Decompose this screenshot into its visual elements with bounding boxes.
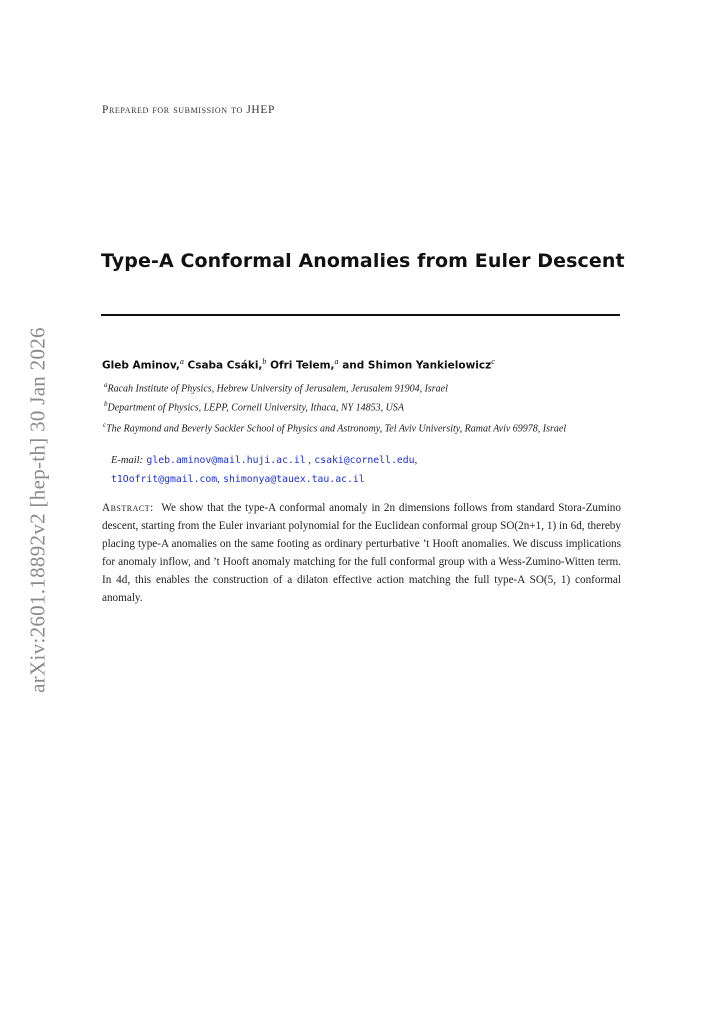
email-separator: ,: [305, 455, 311, 466]
abstract-heading: Abstract:: [102, 502, 154, 514]
author-name: Csaba Csáki,: [187, 359, 263, 372]
affiliation-mark: b: [104, 400, 108, 408]
email-link[interactable]: t1Oofrit@gmail.com: [111, 474, 218, 485]
author-name: Ofri Telem,: [270, 359, 335, 372]
affiliation-text: Racah Institute of Physics, Hebrew University of Jerusalem, Jerusalem 91904, Israel: [107, 383, 448, 395]
abstract-text: We show that the type-A conformal anomaly in 2n dimensions follows from standard Stora-Zumino descent, starting from the Euler invariant polynomial for the Euclidean conformal group SO(2n+1, 1) in 6d, thereby placing type-A anomalies on the same footing as ordinary perturbative ’t Hooft anomalies. We discuss implications for anomaly inflow, and ’t Hooft anomaly matching for the full conformal group with a Wess-Zumino-Witten term. In 4d, this enables the construction of a dilaton effective action matching the full type-A SO(5, 1) conformal anomaly.: [102, 502, 621, 604]
abstract: [102, 499, 621, 607]
author-mark: a: [334, 357, 339, 366]
affiliation-mark: c: [103, 421, 107, 429]
affiliation-c: [104, 417, 624, 437]
affiliation-b: [104, 400, 404, 413]
affiliation-text: The Raymond and Beverly Sackler School of Physics and Astronomy, Tel Aviv University, Ramat Aviv 69978, Israel: [106, 423, 567, 435]
author-name: and Shimon Yankielowicz: [342, 359, 492, 372]
arxiv-stamp-text: arXiv:2601.18892v2 [hep-th] 30 Jan 2026: [25, 327, 50, 693]
author-list: [102, 357, 495, 372]
title-rule: [101, 314, 620, 316]
email-label: E-mail:: [111, 455, 144, 466]
affiliation-mark: a: [104, 381, 108, 389]
author-mark: c: [491, 357, 495, 366]
author-name: Gleb Aminov,: [102, 359, 180, 372]
author-mark: a: [179, 357, 184, 366]
paper-title: Type-A Conformal Anomalies from Euler Descent: [101, 250, 625, 272]
email-link[interactable]: shimonya@tauex.tau.ac.il: [223, 474, 365, 485]
email-link[interactable]: gleb.aminov@mail.huji.ac.il: [146, 455, 306, 466]
author-mark: b: [262, 357, 267, 366]
submission-note: Prepared for submission to JHEP: [102, 104, 275, 116]
affiliation-text: Department of Physics, LEPP, Cornell University, Ithaca, NY 14853, USA: [107, 402, 404, 414]
affiliation-a: [104, 381, 448, 394]
email-block: [111, 451, 417, 489]
email-separator: ,: [217, 474, 220, 485]
email-link[interactable]: csaki@cornell.edu: [314, 455, 415, 466]
arxiv-identifier-stamp: [18, 295, 58, 725]
email-separator: ,: [414, 455, 418, 466]
